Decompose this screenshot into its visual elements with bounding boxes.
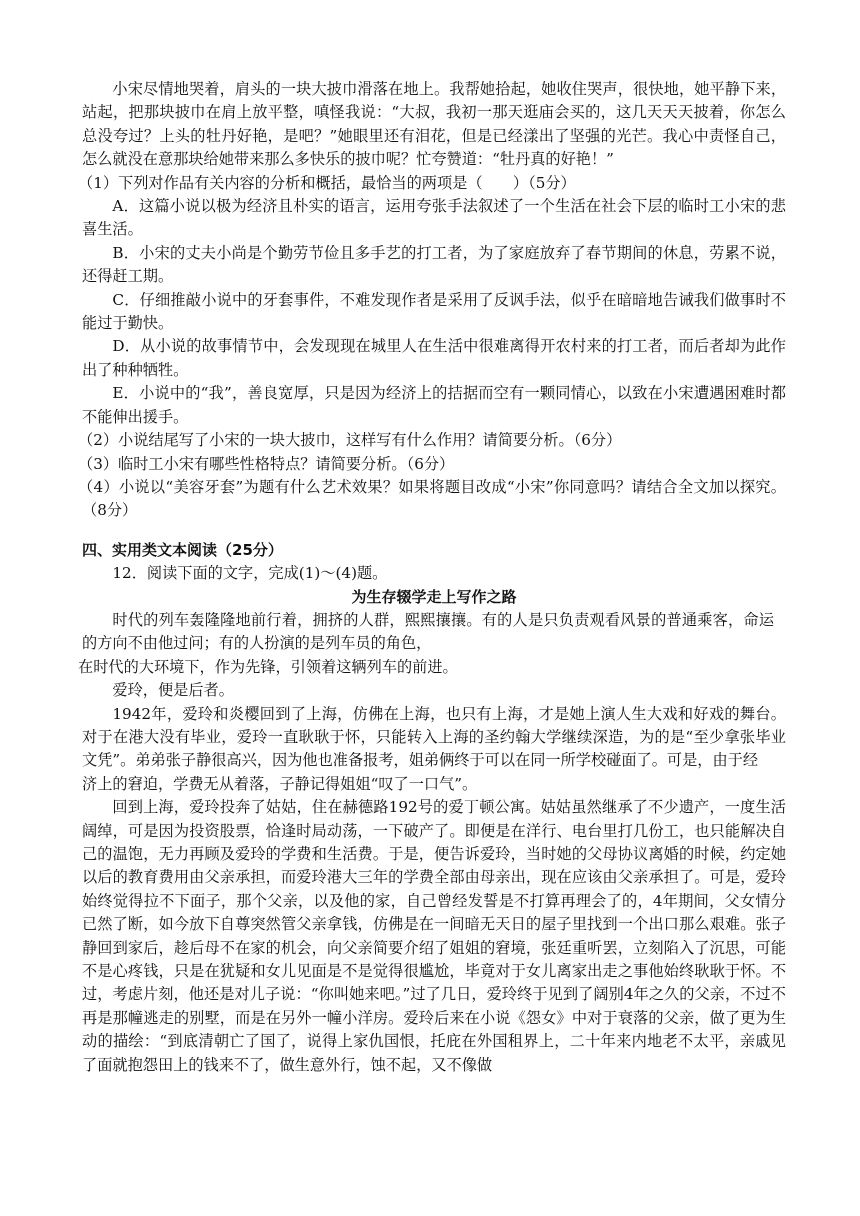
option-d: D．从小说的故事情节中，会发现现在城里人在生活中很难离得开农村来的打工者，而后者却为此作出了种种牺牲。 <box>82 337 786 379</box>
document-page <box>78 78 786 1077</box>
story-paragraph: 小宋尽情地哭着，肩头的一块大披巾滑落在地上。我帮她拾起，她收住哭声，很快地，她平静下来，站起，把那块披巾在肩上放平整，嗔怪我说：“大叔，我初一那天逛庙会买的，这几天天天披着，你怎么总没夸过？上头的牡丹好艳，是吧？”她眼里还有泪花，但是已经漾出了坚强的光芒。我心中责怪自己，怎么就没在意那块给她带来那么多快乐的披巾呢？忙夸赞道：“牡丹真的好艳！” <box>82 80 786 169</box>
question-3: （3）临时工小宋有哪些性格特点？请简要分析。（6分） <box>78 454 455 473</box>
section-heading: 四、实用类文本阅读（25分） <box>82 540 283 559</box>
article-paragraph: 时代的列车轰隆隆地前行着，拥挤的人群，熙熙攘攘。有的人是只负责观看风景的普通乘客，命运的方向不由他过问；有的人扮演的是列车员的角色， <box>82 610 774 653</box>
article-title: 为生存辍学走上写作之路 <box>351 587 517 606</box>
article-paragraph: 1942年，爱玲和炎樱回到了上海，仿佛在上海，也只有上海，才是她上演人生大戏和好戏的舞台。对于在港大没有毕业，爱玲一直耿耿于怀，只能转入上海的圣约翰大学继续深造，为的是“至少拿张毕业文凭”。弟弟张子静很高兴，因为他也准备报考，姐弟俩终于可以在同一所学校碰面了。可是，由于经 <box>82 704 786 770</box>
question-1: （1）下列对作品有关内容的分析和概括，最恰当的两项是（ ）（5分） <box>78 173 576 192</box>
question-12: 12．阅读下面的文字，完成(1)～(4)题。 <box>112 564 388 583</box>
article-paragraph: 回到上海，爱玲投奔了姑姑，住在赫德路192号的爱丁顿公寓。姑姑虽然继承了不少遗产，一度生活阔绰，可是因为投资股票，恰逢时局动荡，一下破产了。即便是在洋行、电台里打几份工，也只能解决自己的温饱，无力再顾及爱玲的学费和生活费。于是，便告诉爱玲，当时她的父母协议离婚的时候，约定她以后的教育费用由父亲承担，而爱玲港大三年的学费全部由母亲出，现在应该由父亲承担了。可是，爱玲始终觉得拉不下面子，那个父亲，以及他的家，自己曾经发誓是不打算再理会了的，4年期间，父女情分已然了断，如今放下自尊突然管父亲拿钱，仿佛是在一间暗无天日的屋子里找到一个出口那么艰难。张子静回到家后，趁后母不在家的机会，向父亲简要介绍了姐姐的窘境，张廷重听罢，立刻陷入了沉思，可能不是心疼钱，只是在犹疑和女儿见面是不是觉得很尴尬，毕竟对于女儿离家出走之事他始终耿耿于怀。不过，考虑片刻，他还是对儿子说：“你叫她来吧。”过了几日，爱玲终于见到了阔别4年之久的父亲，不过不再是那幢逃走的别墅，而是在另外一幢小洋房。爱玲后来在小说《怨女》中对于衰落的父亲，做了更为生动的描绘：“到底清朝亡了国了，说得上家仇国恨，托庇在外国租界上，二十年来内地老不太平，亲戚见了面就抱怨田上的钱来不了，做生意外行，蚀不起，又不像做 <box>82 798 786 1074</box>
option-a: A．这篇小说以极为经济且朴实的语言，运用夸张手法叙述了一个生活在社会下层的临时工小宋的悲喜生活。 <box>82 197 786 239</box>
article-paragraph-cont: 在时代的大环境下，作为先锋，引领着这辆列车的前进。 <box>78 657 458 676</box>
option-b: B．小宋的丈夫小尚是个勤劳节俭且多手艺的打工者，为了家庭放弃了春节期间的休息，劳累不说，还得赶工期。 <box>82 243 786 286</box>
question-4: （4）小说以“美容牙套”为题有什么艺术效果？如果将题目改成“小宋”你同意吗？请结合全文加以探究。（8分） <box>78 477 786 520</box>
article-paragraph-cont: 济上的窘迫，学费无从着落，子静记得姐姐“叹了一口气”。 <box>82 774 478 793</box>
option-c: C．仔细推敲小说中的牙套事件，不难发现作者是采用了反讽手法，似乎在暗暗地告诫我们做事时不能过于勤快。 <box>82 290 786 333</box>
option-e: E．小说中的“我”，善良宽厚，只是因为经济上的拮据而空有一颗同情心，以致在小宋遭遇困难时都不能伸出援手。 <box>82 384 786 426</box>
question-2: （2）小说结尾写了小宋的一块大披巾，这样写有什么作用？请简要分析。（6分） <box>78 431 622 450</box>
article-paragraph: 爱玲，便是后者。 <box>112 681 234 700</box>
